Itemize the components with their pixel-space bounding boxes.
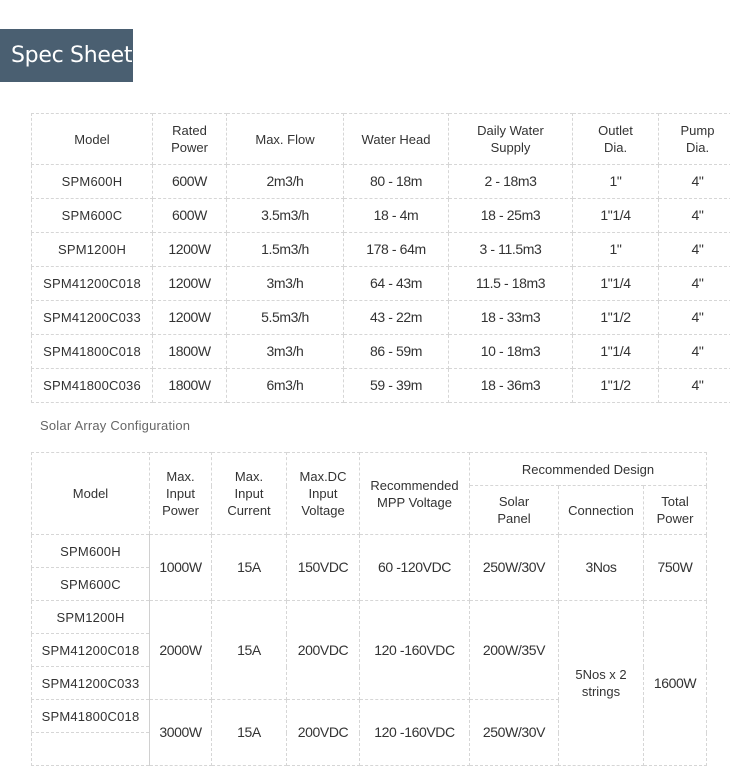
header-total-power: Total Power [644,486,707,535]
table-row [32,369,730,403]
cell-model: SPM600C [32,199,153,233]
cell-daily-water-supply: 18 - 33m3 [449,301,573,335]
cell-total-power: 750W [644,535,707,601]
cell-outlet-dia: 1" [573,233,659,267]
solar-array-heading: Solar Array Configuration [40,418,191,433]
cell-daily-water-supply: 3 - 11.5m3 [449,233,573,267]
cell-max-flow: 6m3/h [227,369,344,403]
pump-spec-table [31,113,730,403]
header-max-input-power: Max. Input Power [150,453,212,535]
cell-max-input-current: 15A [212,700,287,766]
cell-pump-dia: 4" [659,369,730,403]
cell-pump-dia: 4" [659,335,730,369]
table-row [32,267,730,301]
cell-model: SPM41200C033 [32,667,150,700]
cell-max-flow: 3.5m3/h [227,199,344,233]
cell-solar-panel: 200W/35V [470,601,559,700]
table-row [32,233,730,267]
cell-rated-power: 600W [153,199,227,233]
cell-water-head: 18 - 4m [344,199,449,233]
header-recommended-mpp-voltage: Recommended MPP Voltage [360,453,470,535]
cell-model: SPM1200H [32,233,153,267]
cell-model: SPM1200H [32,601,150,634]
cell-daily-water-supply: 18 - 36m3 [449,369,573,403]
cell-solar-panel: 250W/30V [470,700,559,766]
solar-header-row [32,453,707,486]
cell-max-flow: 2m3/h [227,165,344,199]
cell-model: SPM41200C033 [32,301,153,335]
table-row [32,301,730,335]
cell-max-flow: 5.5m3/h [227,301,344,335]
header-solar-panel: Solar Panel [470,486,559,535]
cell-model: SPM600C [32,568,150,601]
cell-mpp-voltage: 120 -160VDC [360,601,470,700]
cell-max-dc-input-voltage: 150VDC [287,535,360,601]
cell-daily-water-supply: 11.5 - 18m3 [449,267,573,301]
cell-max-input-power: 2000W [150,601,212,700]
page-title: Spec Sheet [0,29,133,82]
cell-mpp-voltage: 60 -120VDC [360,535,470,601]
header-model: Model [32,453,150,535]
cell-water-head: 178 - 64m [344,233,449,267]
header-outlet-dia: Outlet Dia. [573,114,659,165]
cell-connection: 5Nos x 2 strings [559,601,644,766]
cell-model: SPM41800C036 [32,369,153,403]
cell-model: SPM600H [32,535,150,568]
header-daily-water-supply: Daily Water Supply [449,114,573,165]
cell-max-flow: 3m3/h [227,267,344,301]
cell-max-dc-input-voltage: 200VDC [287,601,360,700]
header-max-flow: Max. Flow [227,114,344,165]
header-water-head: Water Head [344,114,449,165]
cell-model: SPM600H [32,165,153,199]
solar-array-table [31,452,707,766]
cell-max-input-current: 15A [212,601,287,700]
cell-model: SPM41200C018 [32,634,150,667]
cell-outlet-dia: 1"1/4 [573,199,659,233]
header-recommended-design: Recommended Design [470,453,707,486]
cell-pump-dia: 4" [659,267,730,301]
header-max-dc-input-voltage: Max.DC Input Voltage [287,453,360,535]
header-max-input-current: Max. Input Current [212,453,287,535]
cell-pump-dia: 4" [659,199,730,233]
cell-pump-dia: 4" [659,165,730,199]
table-row [32,199,730,233]
cell-rated-power: 1200W [153,267,227,301]
cell-max-input-power: 1000W [150,535,212,601]
cell-rated-power: 600W [153,165,227,199]
cell-rated-power: 1200W [153,301,227,335]
cell-daily-water-supply: 10 - 18m3 [449,335,573,369]
cell-pump-dia: 4" [659,233,730,267]
cell-max-input-current: 15A [212,535,287,601]
cell-model: SPM41800C018 [32,700,150,733]
table-row [32,165,730,199]
cell-max-flow: 1.5m3/h [227,233,344,267]
table-row [32,335,730,369]
cell-mpp-voltage: 120 -160VDC [360,700,470,766]
cell-rated-power: 1200W [153,233,227,267]
cell-outlet-dia: 1"1/4 [573,335,659,369]
header-pump-dia: Pump Dia. [659,114,730,165]
table-row [32,535,707,568]
cell-water-head: 80 - 18m [344,165,449,199]
cell-max-input-power: 3000W [150,700,212,766]
cell-outlet-dia: 1"1/2 [573,301,659,335]
cell-daily-water-supply: 2 - 18m3 [449,165,573,199]
cell-water-head: 64 - 43m [344,267,449,301]
cell-outlet-dia: 1" [573,165,659,199]
cell-solar-panel: 250W/30V [470,535,559,601]
cell-water-head: 59 - 39m [344,369,449,403]
cell-rated-power: 1800W [153,335,227,369]
header-rated-power: Rated Power [153,114,227,165]
cell-connection: 3Nos [559,535,644,601]
cell-water-head: 43 - 22m [344,301,449,335]
cell-model [32,733,150,766]
header-model: Model [32,114,153,165]
cell-daily-water-supply: 18 - 25m3 [449,199,573,233]
table-row [32,601,707,634]
cell-rated-power: 1800W [153,369,227,403]
cell-outlet-dia: 1"1/4 [573,267,659,301]
cell-outlet-dia: 1"1/2 [573,369,659,403]
table-header-row [32,114,730,165]
header-connection: Connection [559,486,644,535]
cell-max-dc-input-voltage: 200VDC [287,700,360,766]
cell-max-flow: 3m3/h [227,335,344,369]
cell-total-power: 1600W [644,601,707,766]
cell-model: SPM41200C018 [32,267,153,301]
cell-pump-dia: 4" [659,301,730,335]
cell-model: SPM41800C018 [32,335,153,369]
cell-water-head: 86 - 59m [344,335,449,369]
